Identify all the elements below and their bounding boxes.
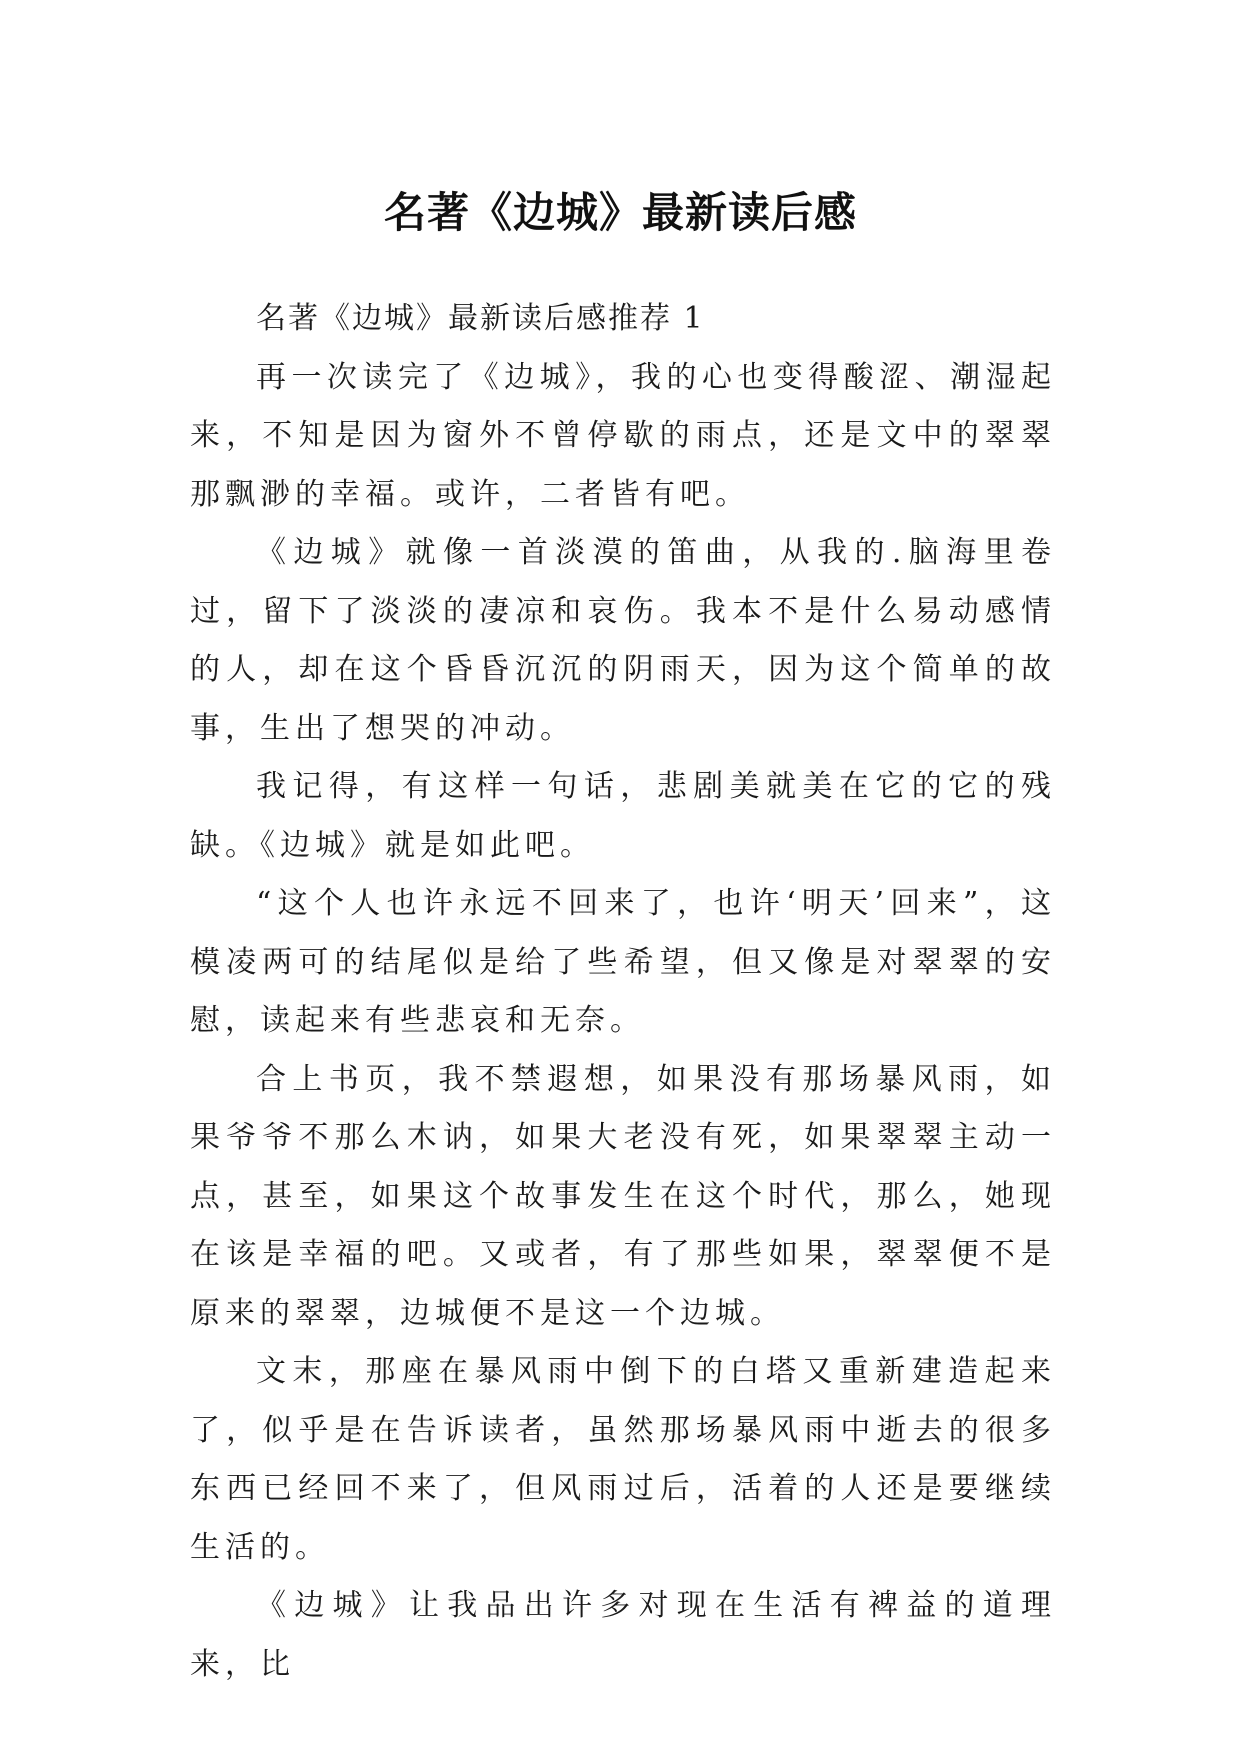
paragraph: 文末，那座在暴风雨中倒下的白塔又重新建造起来了，似乎是在告诉读者，虽然那场暴风雨中逝去的很多东西已经回不来了，但风雨过后，活着的人还是要继续生活的。 <box>190 1354 1056 1565</box>
section-subheading: 名著《边城》最新读后感推荐 1 <box>256 301 705 336</box>
document-title: 名著《边城》最新读后感 <box>383 188 857 238</box>
document-body <box>190 290 1056 1694</box>
paragraph: 我记得，有这样一句话，悲剧美就美在它的它的残缺。《边城》就是如此吧。 <box>190 769 1056 863</box>
paragraph: 《边城》让我品出许多对现在生活有裨益的道理来，比 <box>190 1588 1056 1682</box>
paragraph: “这个人也许永远不回来了，也许‘明天’回来”，这模凌两可的结尾似是给了些希望，但又像是对翠翠的安慰，读起来有些悲哀和无奈。 <box>190 886 1056 1038</box>
paragraph: 再一次读完了《边城》，我的心也变得酸涩、潮湿起来，不知是因为窗外不曾停歇的雨点，还是文中的翠翠那飘渺的幸福。或许，二者皆有吧。 <box>190 359 1056 512</box>
paragraph: 《边城》就像一首淡漠的笛曲，从我的.脑海里卷过，留下了淡淡的凄凉和哀伤。我本不是什么易动感情的人，却在这个昏昏沉沉的阴雨天，因为这个简单的故事，生出了想哭的冲动。 <box>190 535 1056 746</box>
paragraph: 合上书页，我不禁遐想，如果没有那场暴风雨，如果爷爷不那么木讷，如果大老没有死，如果翠翠主动一点，甚至，如果这个故事发生在这个时代，那么，她现在该是幸福的吧。又或者，有了那些如果，翠翠便不是原来的翠翠，边城便不是这一个边城。 <box>190 1061 1056 1331</box>
